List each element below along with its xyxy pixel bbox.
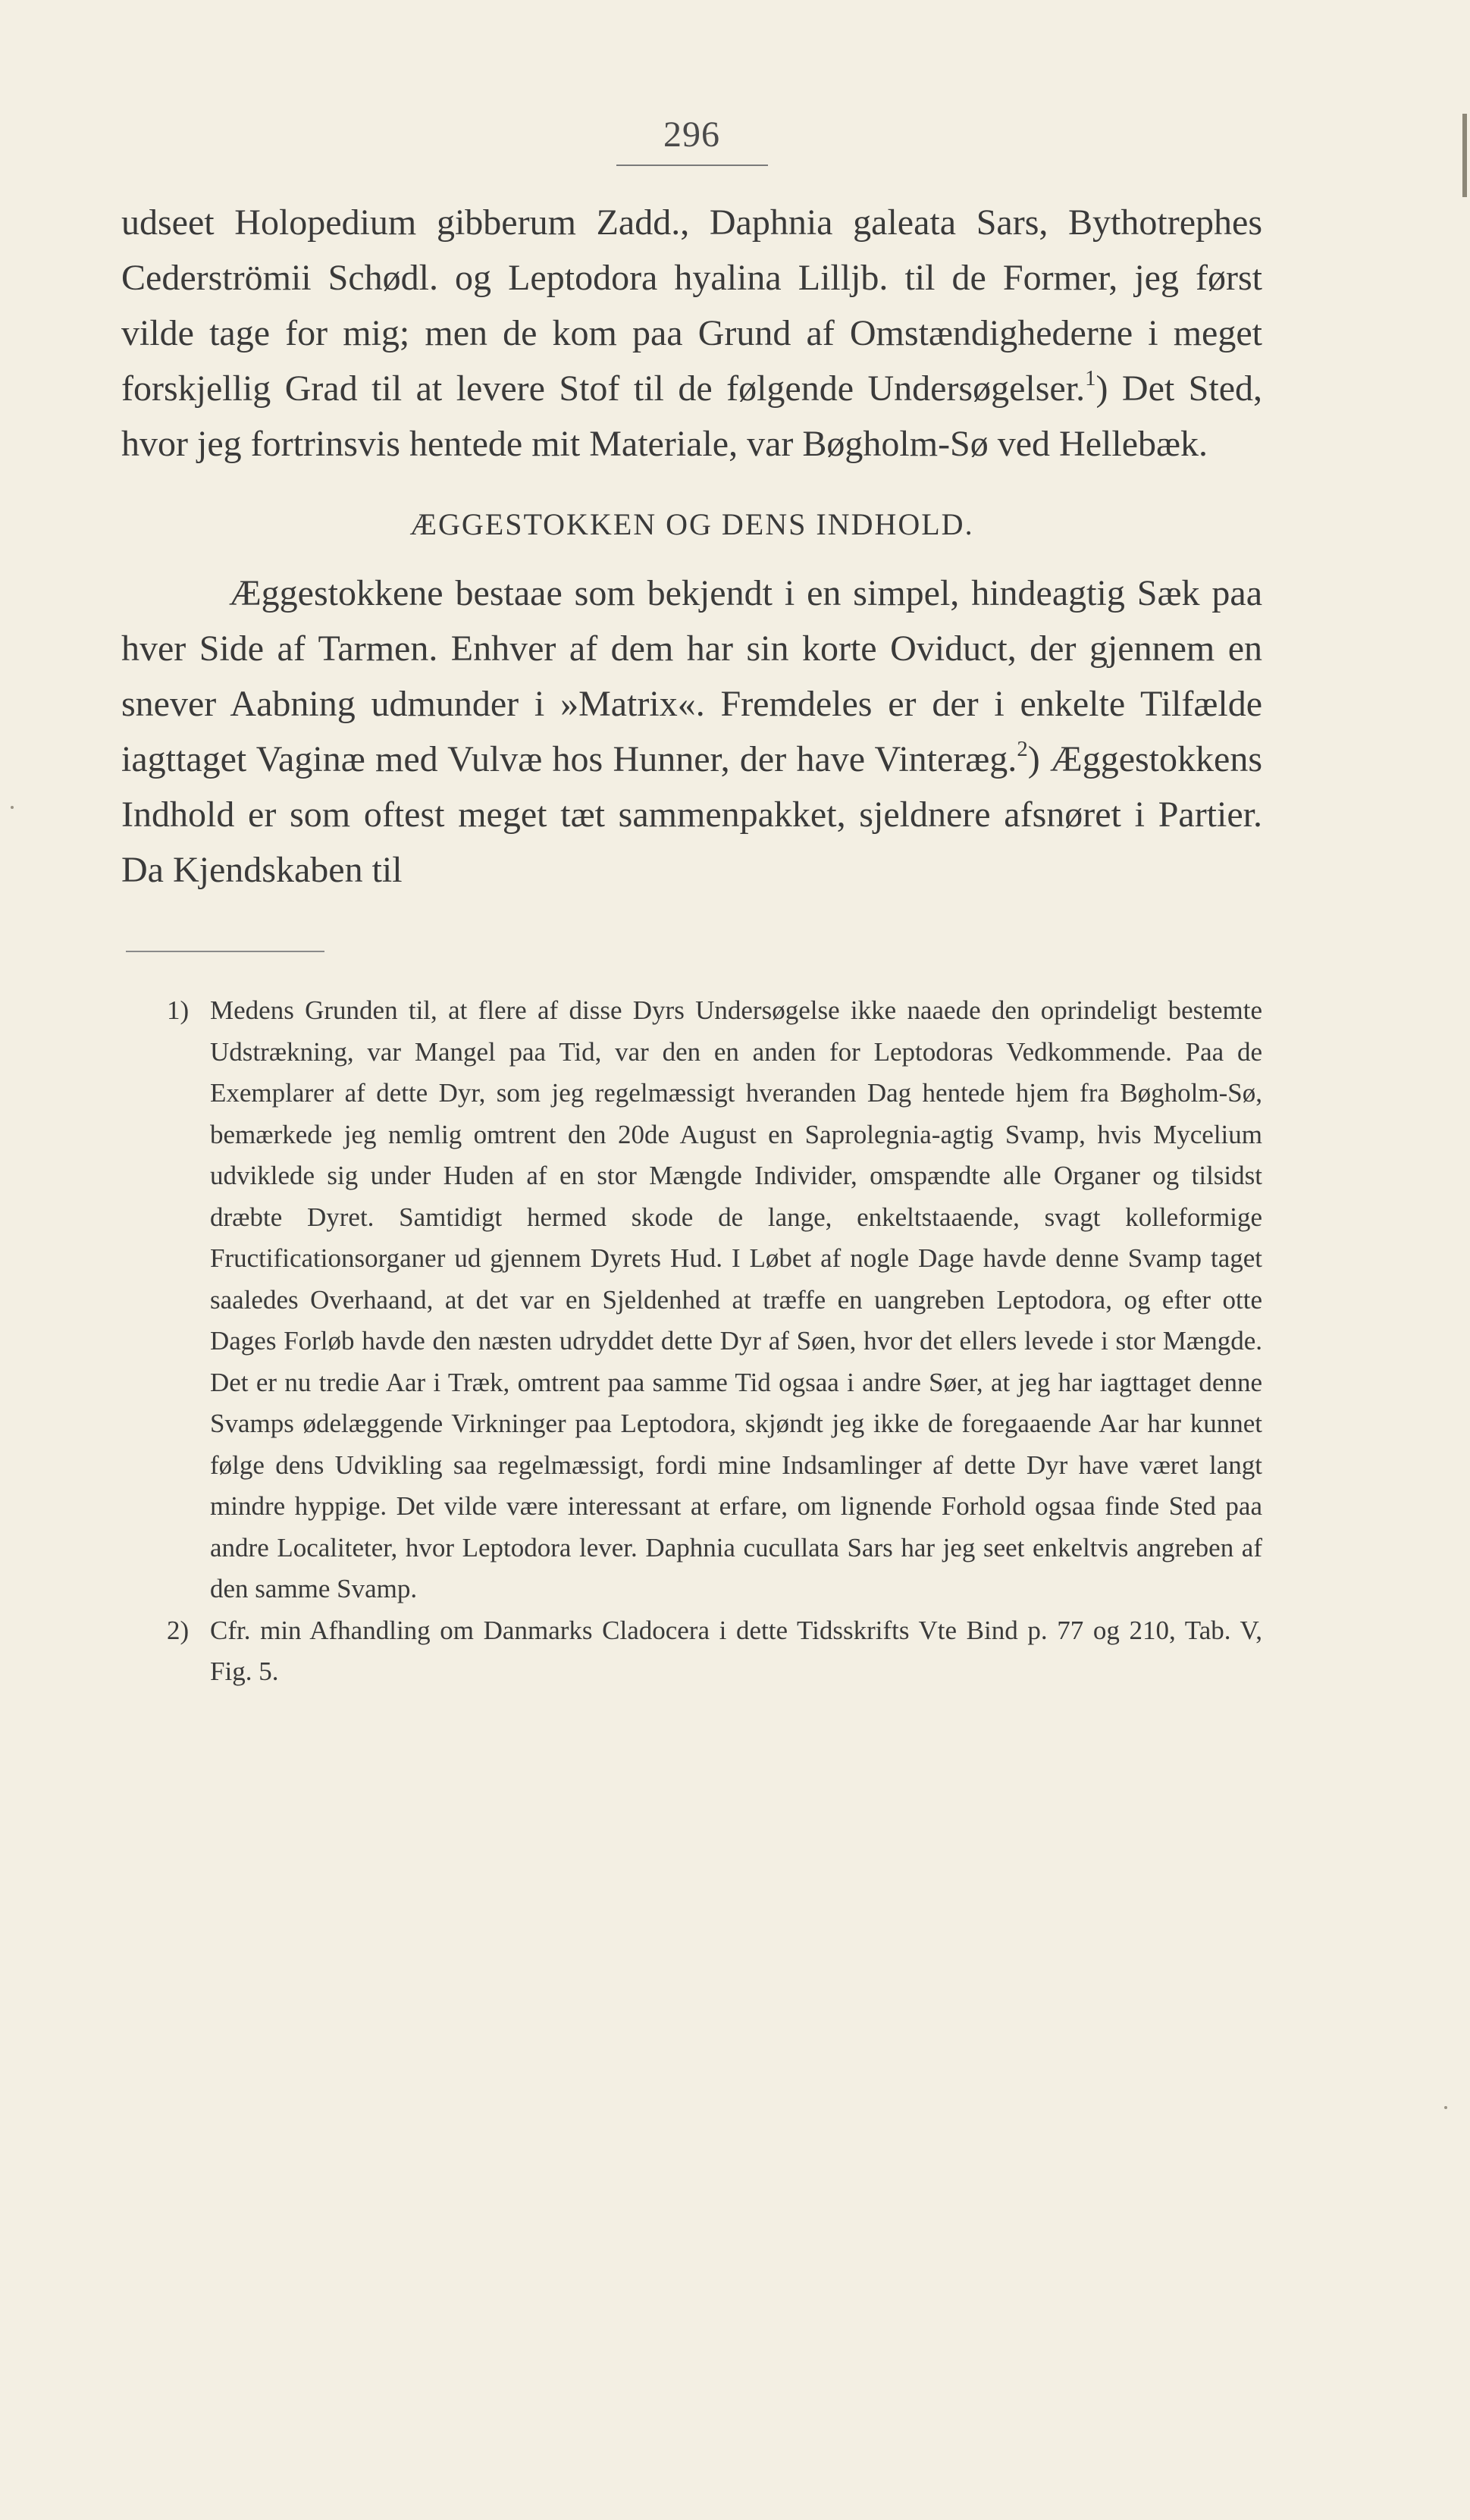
footnote-text: Cfr. min Afhandling om Danmarks Cladocera i dette Tidsskrifts Vte Bind p. 77 og 210, Tab. V, Fig. 5. [210,1615,1262,1686]
page-edge-shadow [1462,114,1467,197]
scan-speck [1444,2106,1447,2109]
page-number: 296 [616,114,768,166]
footnote [121,1610,1262,1693]
book-page [121,114,1262,1693]
paragraph: udseet Holopedium gibberum Zadd., Daphnia galeata Sars, Bythotrephes Cederströmii Schødl. og Leptodora hyalina Lilljb. til de Former, jeg først vilde tage for mig; men de kom paa Grund af Omstændighederne i meget forskjellig Grad til at levere Stof til de følgende Undersøgelser.$^1$) Det Sted, hvor jeg fortrinsvis hentede mit Materiale, var Bøgholm-Sø ved Hellebæk. [121,202,1262,464]
section-heading: ÆGGESTOKKEN OG DENS INDHOLD. [409,507,974,541]
footnote-mark: 2) [167,1615,190,1645]
footnote [121,990,1262,1610]
paragraph-text: Æggestokkens Indhold er som oftest meget tæt sammenpakket, sjeldnere afsnøret i Partier. Da Kjendskaben til [121,739,1263,890]
footnote-divider [126,951,324,952]
paragraph-text: Det Sted, hvor jeg fortrinsvis hentede mit Materiale, var Bøgholm-Sø ved Hellebæk. [121,368,1262,464]
footnote-reference[interactable]: 1 [1085,365,1096,390]
footnotes [121,990,1262,1693]
paragraph-text: udseet Holopedium gibberum Zadd., Daphnia galeata Sars, Bythotrephes Cederströmii Schødl. og Leptodora hyalina Lilljb. til de Former, jeg først vilde tage for mig; men de kom paa Grund af Omstændighederne i meget forskjellig Grad til at levere Stof til de følgende Undersøgelser. [121,202,1262,409]
scan-speck [11,806,14,809]
footnote-text: Medens Grunden til, at flere af disse Dyrs Undersøgelse ikke naaede den oprindeligt bestemte Udstrækning, var Mangel paa Tid, var den en anden for Leptodoras Vedkommende. Paa de Exemplarer af dette Dyr, som jeg regelmæssigt hveranden Dag hentede hjem fra Bøgholm-Sø, bemærkede jeg nemlig omtrent den 20de August en Saprolegnia-agtig Svamp, hvis Mycelium udviklede sig under Huden af en stor Mængde Individer, omspændte alle Organer og tilsidst dræbte Dyret. Samtidigt hermed skode de lange, enkeltstaaende, svagt kolleformige Fructificationsorganer ud gjennem Dyrets Hud. I Løbet af nogle Dage havde denne Svamp taget saaledes Overhaand, at det var en Sjeldenhed at træffe en uangreben Leptodora, og efter otte Dages Forløb havde den næsten udryddet dette Dyr af Søen, hvor det ellers levede i stor Mængde. Det er nu tredie Aar i Træk, omtrent paa samme Tid ogsaa i andre Søer, at jeg har iagttaget denne Svamps ødelæggende Virkninger paa Leptodora, skjøndt jeg ikke de foregaaende Aar har kunnet følge dens Udvikling saa regelmæssigt, fordi mine Indsamlinger af dette Dyr have været langt mindre hyppige. Det vilde være interessant at erfare, om lignende Forhold ogsaa finde Sted paa andre Localiteter, hvor Leptodora lever. Daphnia cucullata Sars har jeg seet enkeltvis angreben af den samme Svamp. [210,995,1262,1603]
paragraph-text: Æggestokkene bestaae som bekjendt i en simpel, hindeagtig Sæk paa hver Side af Tarmen. Enhver af dem har sin korte Oviduct, der gjennem en snever Aabning udmunder i »Matrix«. Fremdeles er der i enkelte Tilfælde iagttaget Vaginæ med Vulvæ hos Hunner, der have Vinteræg. [121,573,1262,779]
paragraph: Æggestokkene bestaae som bekjendt i en simpel, hindeagtig Sæk paa hver Side af Tarmen. Enhver af dem har sin korte Oviduct, der gjennem en snever Aabning udmunder i »Matrix«. Fremdeles er der i enkelte Tilfælde iagttaget Vaginæ med Vulvæ hos Hunner, der have Vinteræg.$^2$) Æggestokkens Indhold er som oftest meget tæt sammenpakket, sjeldnere afsnøret i Partier. Da Kjendskaben til [121,573,1263,890]
footnote-reference[interactable]: 2 [1017,736,1028,761]
main-text [121,195,1262,898]
footnote-mark: 1) [167,995,190,1025]
